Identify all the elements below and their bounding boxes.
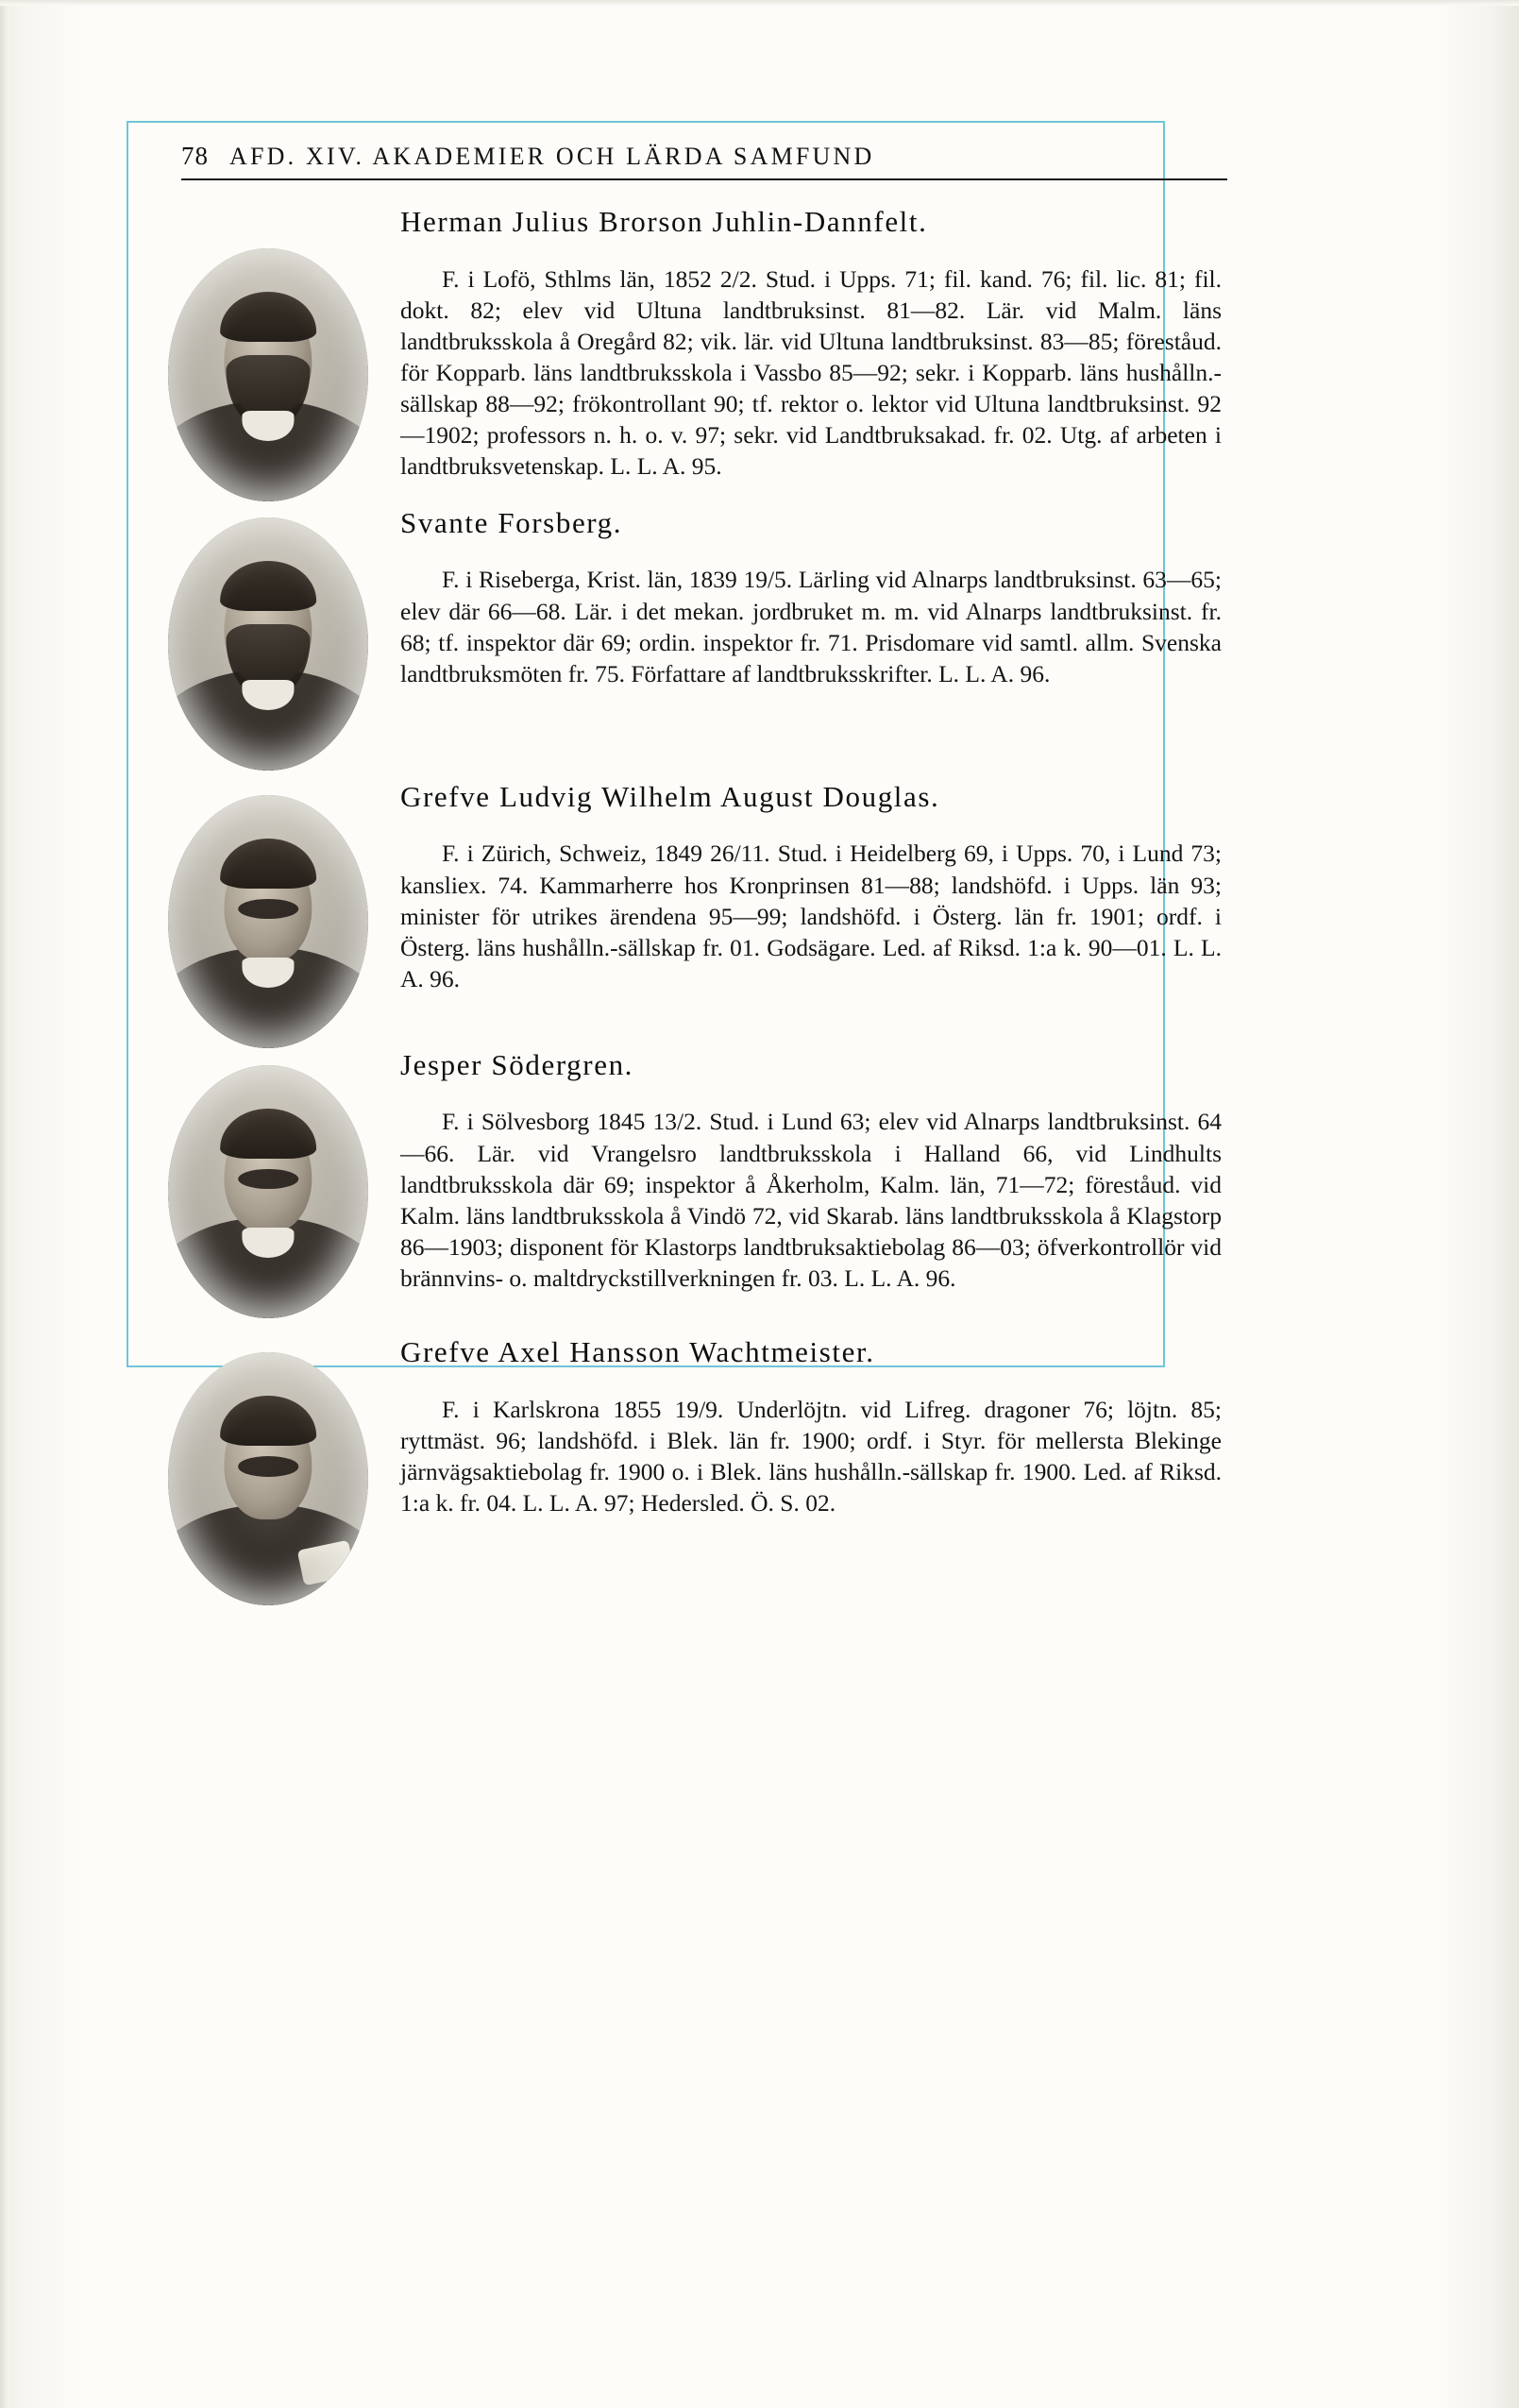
- page-header: [181, 142, 1227, 180]
- entry-name: Svante Forsberg.: [400, 505, 623, 539]
- portrait-photo-5: [168, 1352, 368, 1605]
- portrait-photo-4: [168, 1065, 368, 1318]
- scan-edge-left: [0, 0, 9, 2408]
- portrait-photo-1: [168, 248, 368, 501]
- biography-entry: [168, 1048, 1358, 1294]
- entry-name: Jesper Södergren.: [400, 1047, 634, 1081]
- entry-body: F. i Riseberga, Krist. län, 1839 19/5. Lärling vid Alnarps landtbruksinst. 63—65; elev där 66—68. Lär. i det mekan. jordbruket m. m. vid Alnarps landtbruksinst. fr. 68; tf. inspektor där 69; ordin. inspektor fr. 71. Prisdomare vid samtl. allm. Svenska landtbruksmöten fr. 75. Författare af landtbruksskrifter. L. L. A. 96.: [400, 566, 1222, 687]
- entry-body: F. i Karlskrona 1855 19/9. Underlöjtn. vid Lifreg. dragoner 76; löjtn. 85; ryttmäst. 96; landshöfd. i Blek. län fr. 1900; ordf. i Styr. för mellersta Blekinge järnvägsaktiebolag fr. 1900 o. i Blek. läns hushålln.-sällskap fr. 1900. Led. af Riksd. 1:a k. fr. 04. L. L. A. 97; Hedersled. Ö. S. 02.: [400, 1395, 1222, 1518]
- biography-entry: [168, 205, 1358, 482]
- entry-name: Grefve Axel Hansson Wachtmeister.: [400, 1335, 875, 1369]
- entry-body: F. i Lofö, Sthlms län, 1852 2/2. Stud. i Upps. 71; fil. kand. 76; fil. lic. 81; fil. dokt. 82; elev vid Ultuna landtbruksinst. 81—82. Lär. vid Malm. läns landtbruksskola å Oregård 82; vik. lär. vid Ultuna landtbruksinst. 83—85; föreståud. för Kopparb. läns landtbruksskola i Vassbo 85—92; sekr. i Kopparb. läns hushålln.-sällskap 88—92; frökontrollant 90; tf. rektor o. lektor vid Ultuna landtbruksinst. 92—1902; professors n. h. o. v. 97; sekr. vid Landtbruksakad. fr. 02. Utg. af arbeten i landtbruksvetenskap. L. L. A. 95.: [400, 264, 1222, 481]
- portrait-photo-2: [168, 517, 368, 771]
- portrait-photo-3: [168, 795, 368, 1048]
- scan-edge-top: [0, 0, 1519, 6]
- page-number: 78: [181, 142, 209, 170]
- entry-body: F. i Sölvesborg 1845 13/2. Stud. i Lund 63; elev vid Alnarps landtbruksinst. 64—66. Lär. vid Vrangelsro landtbruksskola i Halland 66, vid Lindhults landtbruksskola där 69; inspektor å Åkerholm, Kalm. län, 71—72; föreståud. vid Kalm. läns landtbruksskola å Vindö 72, vid Skarab. läns landtbruksskola å Klagstorp 86—1903; disponent för Klastorps landtbruksaktiebolag 86—03; öfverkontrollör vid brännvins- o. maltdryckstillverkningen fr. 03. L. L. A. 96.: [400, 1108, 1222, 1293]
- entry-body: F. i Zürich, Schweiz, 1849 26/11. Stud. i Heidelberg 69, i Upps. 70, i Lund 73; kansliex. 74. Kammarherre hos Kronprinsen 81—88; landshöfd. i Upps. län 93; minister för utrikes ärendena 95—99; landshöfd. i Österg. län fr. 1901; ordf. i Österg. läns hushålln.-sällskap fr. 01. Godsägare. Led. af Riksd. 1:a k. 90—01. L. L. A. 96.: [400, 839, 1222, 993]
- biography-entry: [168, 1335, 1358, 1571]
- biography-entry: [168, 780, 1358, 1016]
- entry-name: Herman Julius Brorson Juhlin-Dannfelt.: [400, 205, 928, 238]
- running-head: AFD. XIV. AKADEMIER OCH LÄRDA SAMFUND: [229, 143, 875, 170]
- entry-name: Grefve Ludvig Wilhelm August Douglas.: [400, 779, 940, 813]
- biography-entry: [168, 506, 1358, 742]
- page-content: [168, 142, 1358, 1571]
